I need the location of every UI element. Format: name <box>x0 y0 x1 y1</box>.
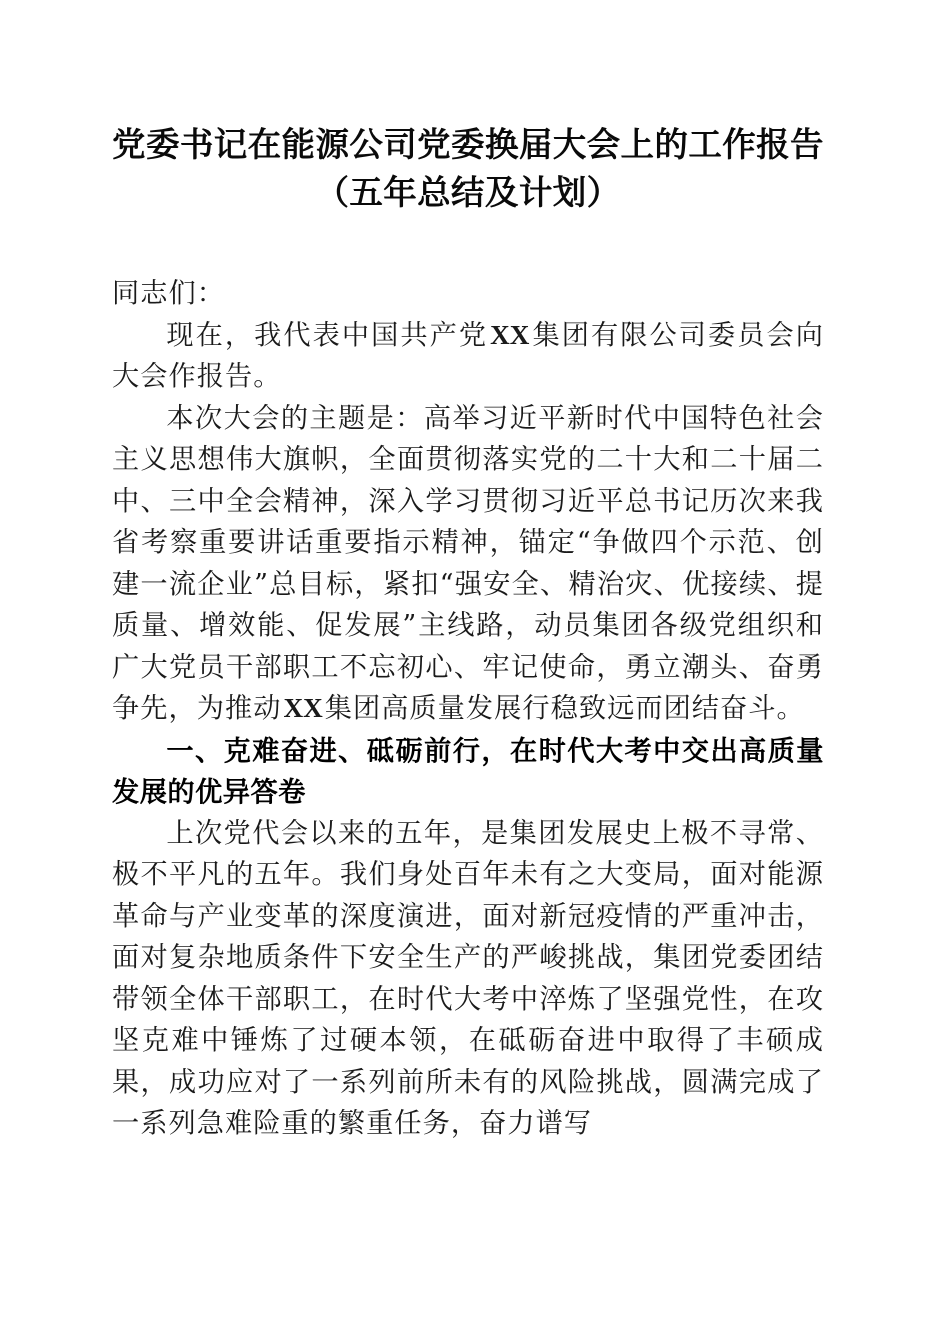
opening-text-after: 集团有限公司委员会向大会作报告。 <box>112 319 824 392</box>
opening-text-before: 现在，我代表中国共产党 <box>166 319 489 351</box>
section-heading-one: 一、克难奋进、砥砺前行，在时代大考中交出高质量发展的优异答卷 <box>112 734 824 807</box>
company-placeholder-xx: XX <box>490 319 530 350</box>
page-title: 党委书记在能源公司党委换届大会上的工作报告（五年总结及计划） <box>112 127 824 212</box>
conference-theme-paragraph <box>112 398 824 730</box>
theme-text-before: 本次大会的主题是：高举习近平新时代中国特色社会主义思想伟大旗帜，全面贯彻落实党的二十大和二十届二中、三中全会精神，深入学习贯彻习近平总书记历次来我省考察重要讲话重要指示精神，锚定“争做四个示范、创建一流企业”总目标，紧扣“强安全、精治灾、优接续、提质量、增效能、促发展”主线路，动员集团各级党组织和广大党员干部职工不忘初心、牢记使命，勇立潮头、奋勇争先，为推动 <box>112 402 824 724</box>
group-placeholder-xx: XX <box>283 693 323 723</box>
document-body <box>112 273 824 1145</box>
document-content-column <box>112 0 824 1145</box>
five-year-review-paragraph: 上次党代会以来的五年，是集团发展史上极不寻常、极不平凡的五年。我们身处百年未有之大变局，面对能源革命与产业变革的深度演进，面对新冠疫情的严重冲击，面对复杂地质条件下安全生产的严峻挑战，集团党委团结带领全体干部职工，在时代大考中淬炼了坚强党性，在攻坚克难中锤炼了过硬本领，在砥砺奋进中取得了丰硕成果，成功应对了一系列前所未有的风险挑战，圆满完成了一系列急难险重的繁重任务，奋力谱写 <box>112 817 824 1139</box>
salutation-paragraph: 同志们： <box>112 278 225 309</box>
theme-text-after: 集团高质量发展行稳致远而团结奋斗。 <box>324 693 805 724</box>
opening-paragraph <box>112 315 824 398</box>
